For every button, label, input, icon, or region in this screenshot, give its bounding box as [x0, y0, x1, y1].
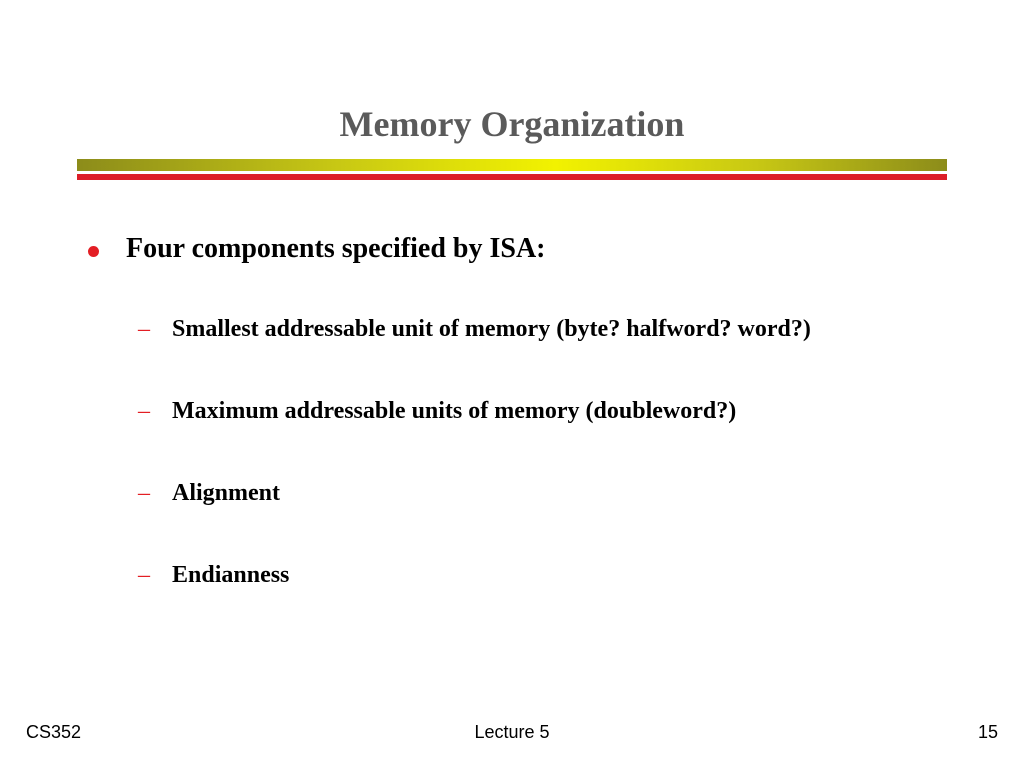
sub-bullet-text: Maximum addressable units of memory (doubleword?) [172, 398, 737, 424]
footer-page-number: 15 [977, 722, 998, 742]
sub-bullet-text: Endianness [172, 562, 290, 588]
sub-bullet-item [138, 398, 811, 480]
footer-course: CS352 [26, 722, 82, 742]
sub-bullet-item [138, 562, 811, 644]
dash-icon: – [138, 562, 150, 588]
sub-bullet-item [138, 316, 811, 398]
main-bullet-text: Four components specified by ISA: [126, 233, 546, 264]
sub-bullet-item [138, 480, 811, 562]
title-underline-red [77, 174, 947, 180]
sub-bullet-text: Smallest addressable unit of memory (byte? halfword? word?) [172, 316, 811, 342]
sub-bullet-list [138, 316, 811, 644]
dash-icon: – [138, 398, 150, 424]
footer-lecture: Lecture 5 [474, 722, 550, 742]
sub-bullet-text: Alignment [172, 480, 280, 506]
slide-title: Memory Organization [339, 104, 685, 144]
bullet-dot-icon [88, 246, 99, 257]
main-bullet [88, 229, 546, 269]
title-underline-gold [77, 159, 947, 171]
dash-icon: – [138, 480, 150, 506]
dash-icon: – [138, 316, 150, 342]
